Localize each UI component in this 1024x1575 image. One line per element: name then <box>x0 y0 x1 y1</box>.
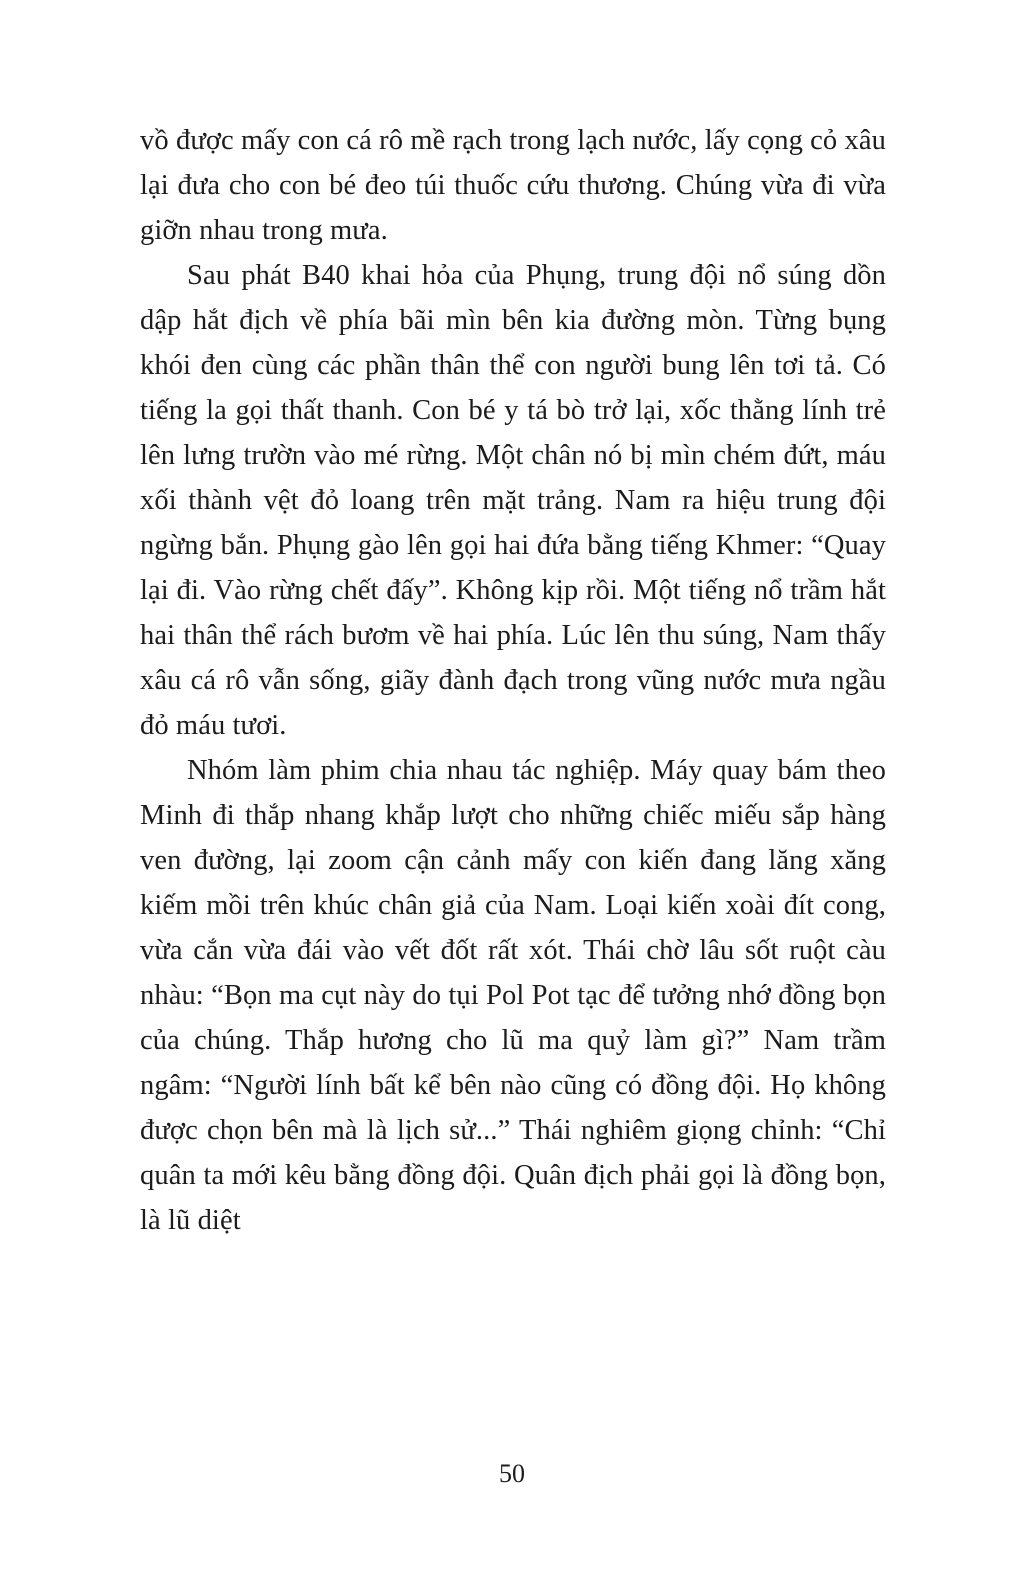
paragraph: Sau phát B40 khai hỏa của Phụng, trung đội nổ súng dồn dập hắt địch về phía bãi mìn bên kia đường mòn. Từng bụng khói đen cùng các phần thân thể con người bung lên tơi tả. Có tiếng la gọi thất thanh. Con bé y tá bò trở lại, xốc thằng lính trẻ lên lưng trườn vào mé rừng. Một chân nó bị mìn chém đứt, máu xối thành vệt đỏ loang trên mặt trảng. Nam ra hiệu trung đội ngừng bắn. Phụng gào lên gọi hai đứa bằng tiếng Khmer: “Quay lại đi. Vào rừng chết đấy”. Không kịp rồi. Một tiếng nổ trầm hắt hai thân thể rách bươm về hai phía. Lúc lên thu súng, Nam thấy xâu cá rô vẫn sống, giãy đành đạch trong vũng nước mưa ngầu đỏ máu tươi. <box>140 260 886 741</box>
paragraph-continuation: vồ được mấy con cá rô mề rạch trong lạch nước, lấy cọng cỏ xâu lại đưa cho con bé đeo túi thuốc cứu thương. Chúng vừa đi vừa giỡn nhau trong mưa. <box>140 125 886 246</box>
page-body <box>140 118 886 1243</box>
paragraph: Nhóm làm phim chia nhau tác nghiệp. Máy quay bám theo Minh đi thắp nhang khắp lượt cho những chiếc miếu sắp hàng ven đường, lại zoom cận cảnh mấy con kiến đang lăng xăng kiếm mồi trên khúc chân giả của Nam. Loại kiến xoài đít cong, vừa cắn vừa đái vào vết đốt rất xót. Thái chờ lâu sốt ruột càu nhàu: “Bọn ma cụt này do tụi Pol Pot tạc để tưởng nhớ đồng bọn của chúng. Thắp hương cho lũ ma quỷ làm gì?” Nam trầm ngâm: “Người lính bất kể bên nào cũng có đồng đội. Họ không được chọn bên mà là lịch sử...” Thái nghiêm giọng chỉnh: “Chỉ quân ta mới kêu bằng đồng đội. Quân địch phải gọi là đồng bọn, là lũ diệt <box>140 755 886 1236</box>
page-number: 50 <box>499 1459 525 1488</box>
